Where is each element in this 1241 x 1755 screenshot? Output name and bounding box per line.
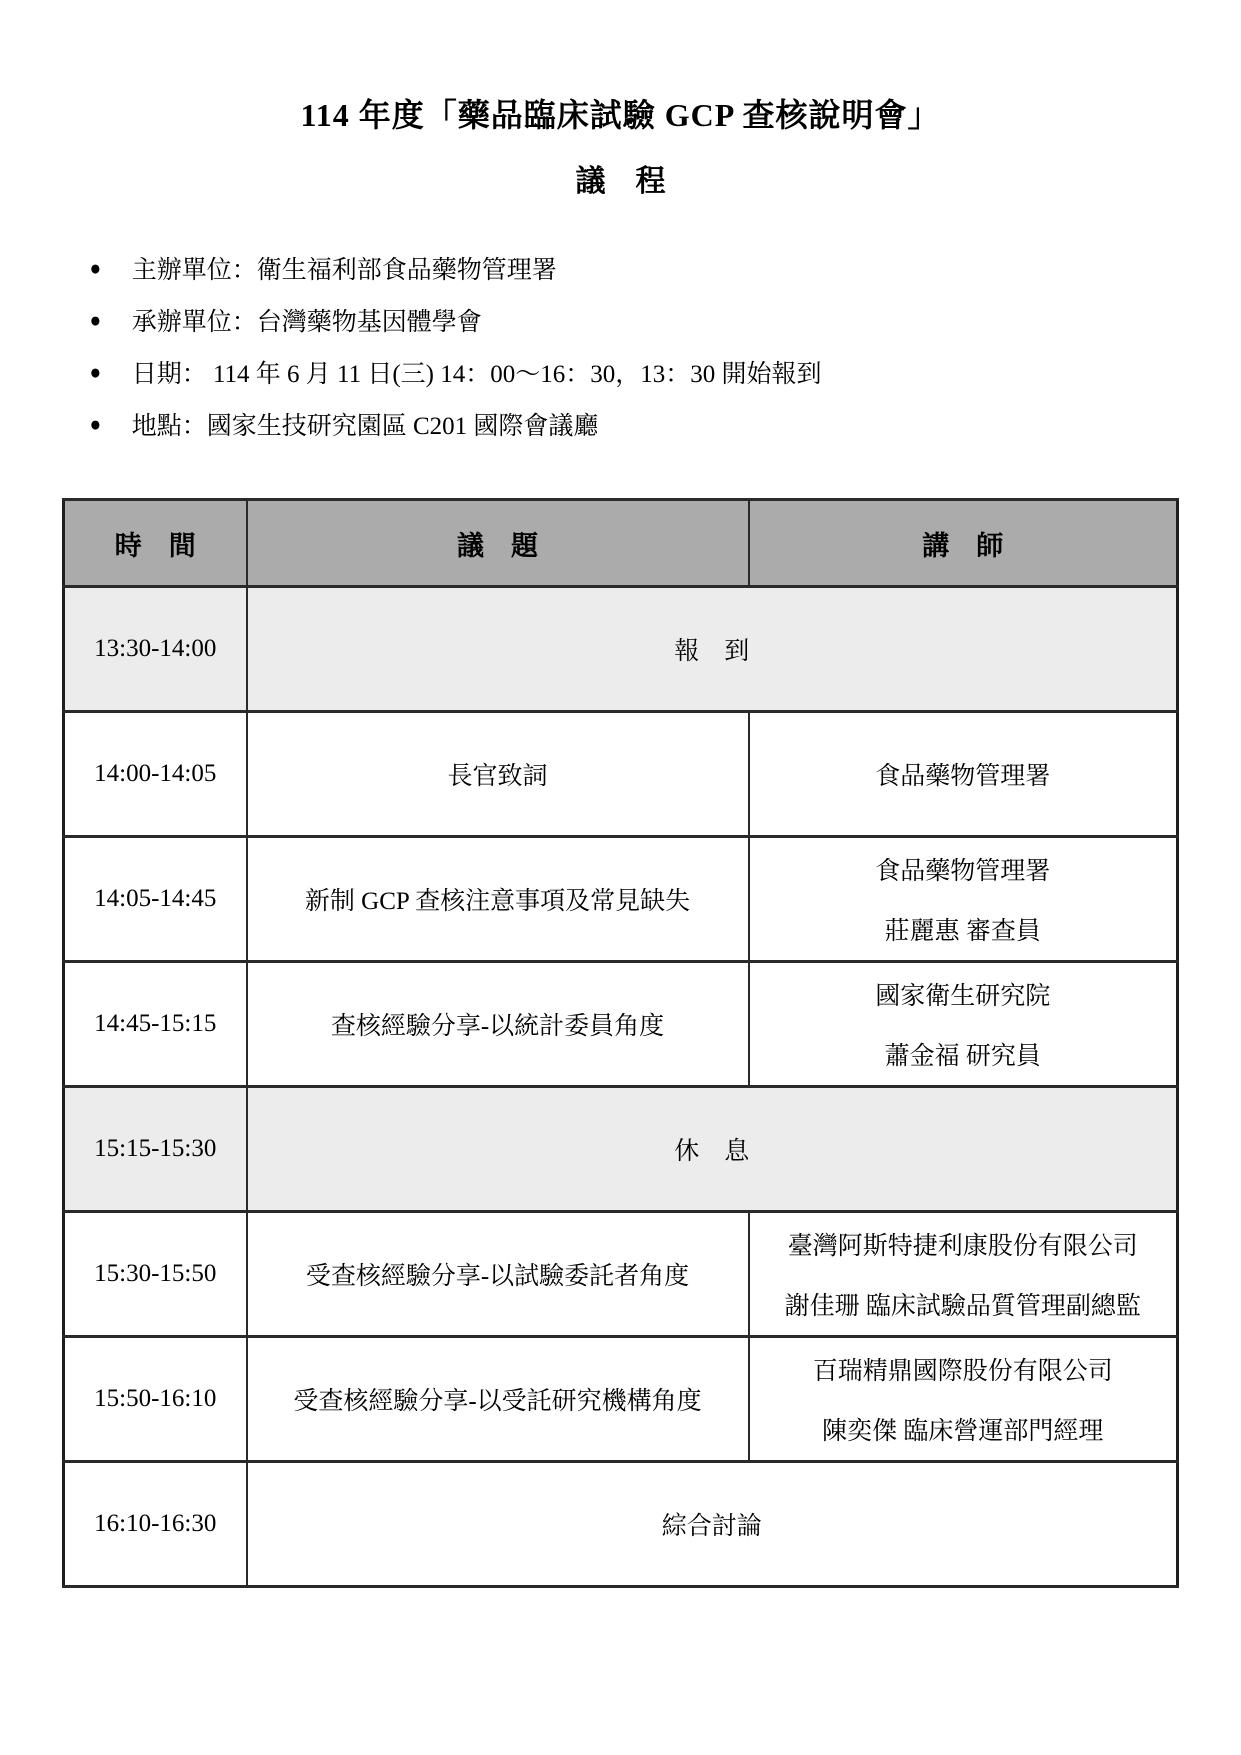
time-cell: 15:30-15:50 [64, 1212, 247, 1337]
table-row-opening [64, 712, 1178, 837]
bullet-icon: ● [89, 255, 102, 280]
topic-cell: 受查核經驗分享-以受託研究機構角度 [247, 1337, 749, 1462]
event-info-location-text: 地點：國家生技研究園區 C201 國際會議廳 [131, 413, 599, 441]
speaker-name: 陳奕傑 臨床營運部門經理 [822, 1418, 1104, 1446]
speaker-org: 國家衛生研究院 [875, 983, 1051, 1011]
event-info-coorganizer-text: 承辦單位：台灣藥物基因體學會 [131, 309, 482, 337]
time-cell: 13:30-14:00 [64, 587, 247, 712]
time-cell: 14:00-14:05 [64, 712, 247, 837]
bullet-icon: ● [89, 411, 102, 436]
speaker-name: 蕭金福 研究員 [884, 1043, 1041, 1071]
table-row-sponsor-view [64, 1212, 1178, 1337]
event-info-date [62, 346, 1179, 398]
event-info-coorganizer [62, 294, 1179, 346]
table-row-statistics-view [64, 962, 1178, 1087]
speaker-org: 百瑞精鼎國際股份有限公司 [812, 1358, 1113, 1386]
speaker-cell: 食品藥物管理署 [749, 712, 1178, 837]
col-header-time: 時 間 [64, 500, 247, 587]
speaker-cell [749, 1337, 1178, 1462]
topic-cell-merged: 休 息 [247, 1087, 1178, 1212]
bullet-icon: ● [89, 307, 102, 332]
speaker-cell [749, 1212, 1178, 1337]
col-header-topic: 議 題 [247, 500, 749, 587]
event-info-list [62, 242, 1179, 450]
table-row-cro-view [64, 1337, 1178, 1462]
document-title: 114 年度「藥品臨床試驗 GCP 查核說明會」 [300, 97, 941, 133]
speaker-org: 臺灣阿斯特捷利康股份有限公司 [787, 1233, 1138, 1261]
speaker-name: 莊麗惠 審查員 [884, 918, 1041, 946]
speaker-cell [749, 837, 1178, 962]
time-cell: 15:50-16:10 [64, 1337, 247, 1462]
speaker-lines [758, 1351, 1169, 1447]
speaker-lines [758, 851, 1169, 947]
speaker-org: 食品藥物管理署 [875, 858, 1051, 886]
topic-cell: 查核經驗分享-以統計委員角度 [247, 962, 749, 1087]
table-row-discussion [64, 1462, 1178, 1587]
col-header-speaker: 講 師 [749, 500, 1178, 587]
time-cell: 15:15-15:30 [64, 1087, 247, 1212]
event-info-location [62, 398, 1179, 450]
topic-cell-merged: 綜合討論 [247, 1462, 1178, 1587]
agenda-table [62, 498, 1179, 1588]
table-row-registration [64, 587, 1178, 712]
topic-cell: 新制 GCP 查核注意事項及常見缺失 [247, 837, 749, 962]
topic-cell: 長官致詞 [247, 712, 749, 837]
document-subtitle: 議 程 [575, 165, 666, 199]
speaker-name: 謝佳珊 臨床試驗品質管理副總監 [784, 1293, 1141, 1321]
speaker-lines [758, 1226, 1169, 1322]
header-row [64, 500, 1178, 587]
speaker-cell [749, 962, 1178, 1087]
time-cell: 16:10-16:30 [64, 1462, 247, 1587]
table-row-gcp-briefing [64, 837, 1178, 962]
table-row-break [64, 1087, 1178, 1212]
topic-cell-merged: 報 到 [247, 587, 1178, 712]
time-cell: 14:45-15:15 [64, 962, 247, 1087]
speaker-lines [758, 976, 1169, 1072]
event-info-organizer-text: 主辦單位：衛生福利部食品藥物管理署 [131, 257, 557, 285]
bullet-icon: ● [89, 359, 102, 384]
event-info-organizer [62, 242, 1179, 294]
agenda-table-header [64, 500, 1178, 587]
time-cell: 14:05-14:45 [64, 837, 247, 962]
topic-cell: 受查核經驗分享-以試驗委託者角度 [247, 1212, 749, 1337]
event-info-date-text: 日期： 114 年 6 月 11 日(三) 14：00～16：30，13：30 開始報到 [131, 361, 822, 389]
